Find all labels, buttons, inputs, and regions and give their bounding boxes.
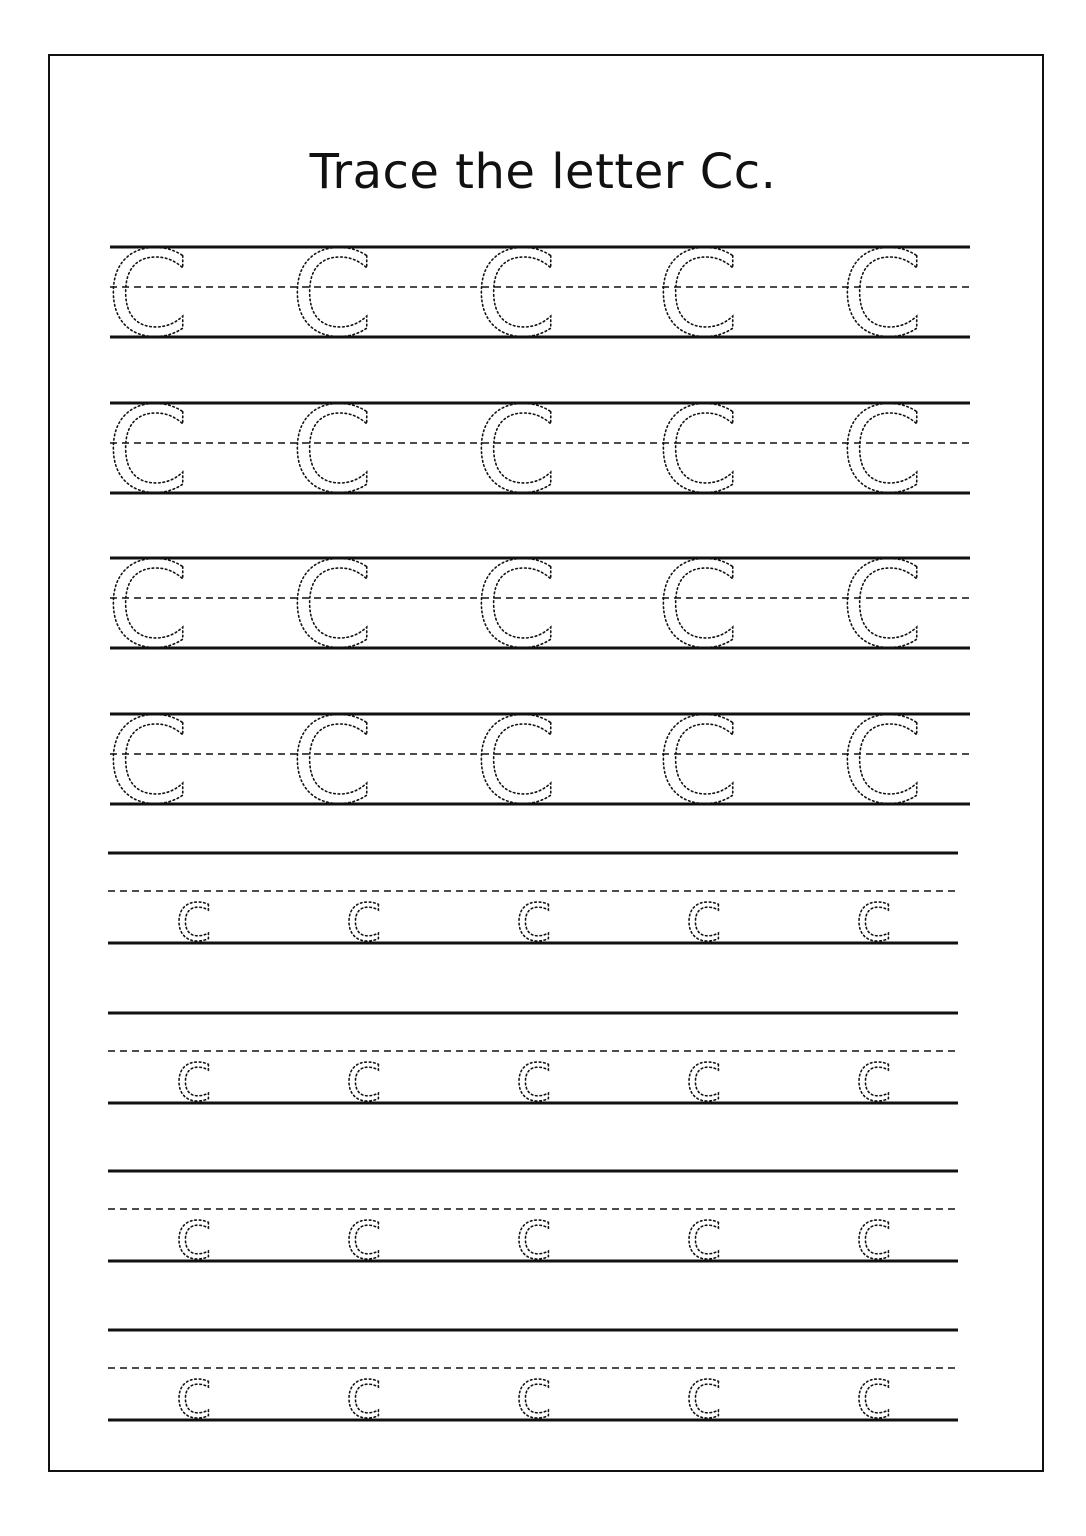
trace-letter-uppercase: C	[474, 536, 558, 674]
trace-letter-uppercase: C	[656, 225, 740, 363]
trace-letter-lowercase: c	[685, 1196, 723, 1275]
trace-letter-lowercase: c	[855, 1196, 893, 1275]
trace-letter-uppercase: C	[840, 692, 924, 830]
trace-letter-uppercase: C	[840, 381, 924, 519]
trace-letter-uppercase: C	[474, 225, 558, 363]
trace-letter-lowercase: c	[345, 1355, 383, 1434]
trace-letter-lowercase: c	[345, 1196, 383, 1275]
trace-letter-uppercase: C	[474, 692, 558, 830]
trace-letter-lowercase: c	[175, 1038, 213, 1117]
trace-letter-lowercase: c	[855, 1038, 893, 1117]
trace-letter-uppercase: C	[474, 381, 558, 519]
trace-letter-lowercase: c	[855, 1355, 893, 1434]
trace-letter-uppercase: C	[840, 536, 924, 674]
trace-letter-lowercase: c	[515, 1038, 553, 1117]
trace-letter-uppercase: C	[840, 225, 924, 363]
worksheet-title: Trace the letter Cc.	[309, 144, 777, 200]
trace-letter-uppercase: C	[106, 692, 190, 830]
trace-letter-lowercase: c	[175, 1355, 213, 1434]
trace-letter-uppercase: C	[106, 225, 190, 363]
trace-letter-lowercase: c	[685, 1038, 723, 1117]
trace-letter-lowercase: c	[175, 1196, 213, 1275]
trace-letter-uppercase: C	[290, 536, 374, 674]
trace-letter-lowercase: c	[855, 878, 893, 957]
trace-letter-uppercase: C	[656, 692, 740, 830]
trace-letter-uppercase: C	[106, 536, 190, 674]
trace-letter-uppercase: C	[106, 381, 190, 519]
trace-letter-uppercase: C	[290, 225, 374, 363]
trace-letter-lowercase: c	[515, 878, 553, 957]
trace-letter-uppercase: C	[656, 381, 740, 519]
trace-letter-uppercase: C	[290, 692, 374, 830]
trace-letter-uppercase: C	[290, 381, 374, 519]
trace-letter-lowercase: c	[685, 878, 723, 957]
trace-letter-lowercase: c	[515, 1196, 553, 1275]
trace-letter-lowercase: c	[175, 878, 213, 957]
trace-letter-lowercase: c	[515, 1355, 553, 1434]
trace-letter-lowercase: c	[685, 1355, 723, 1434]
trace-letter-lowercase: c	[345, 1038, 383, 1117]
trace-letter-lowercase: c	[345, 878, 383, 957]
trace-letter-uppercase: C	[656, 536, 740, 674]
